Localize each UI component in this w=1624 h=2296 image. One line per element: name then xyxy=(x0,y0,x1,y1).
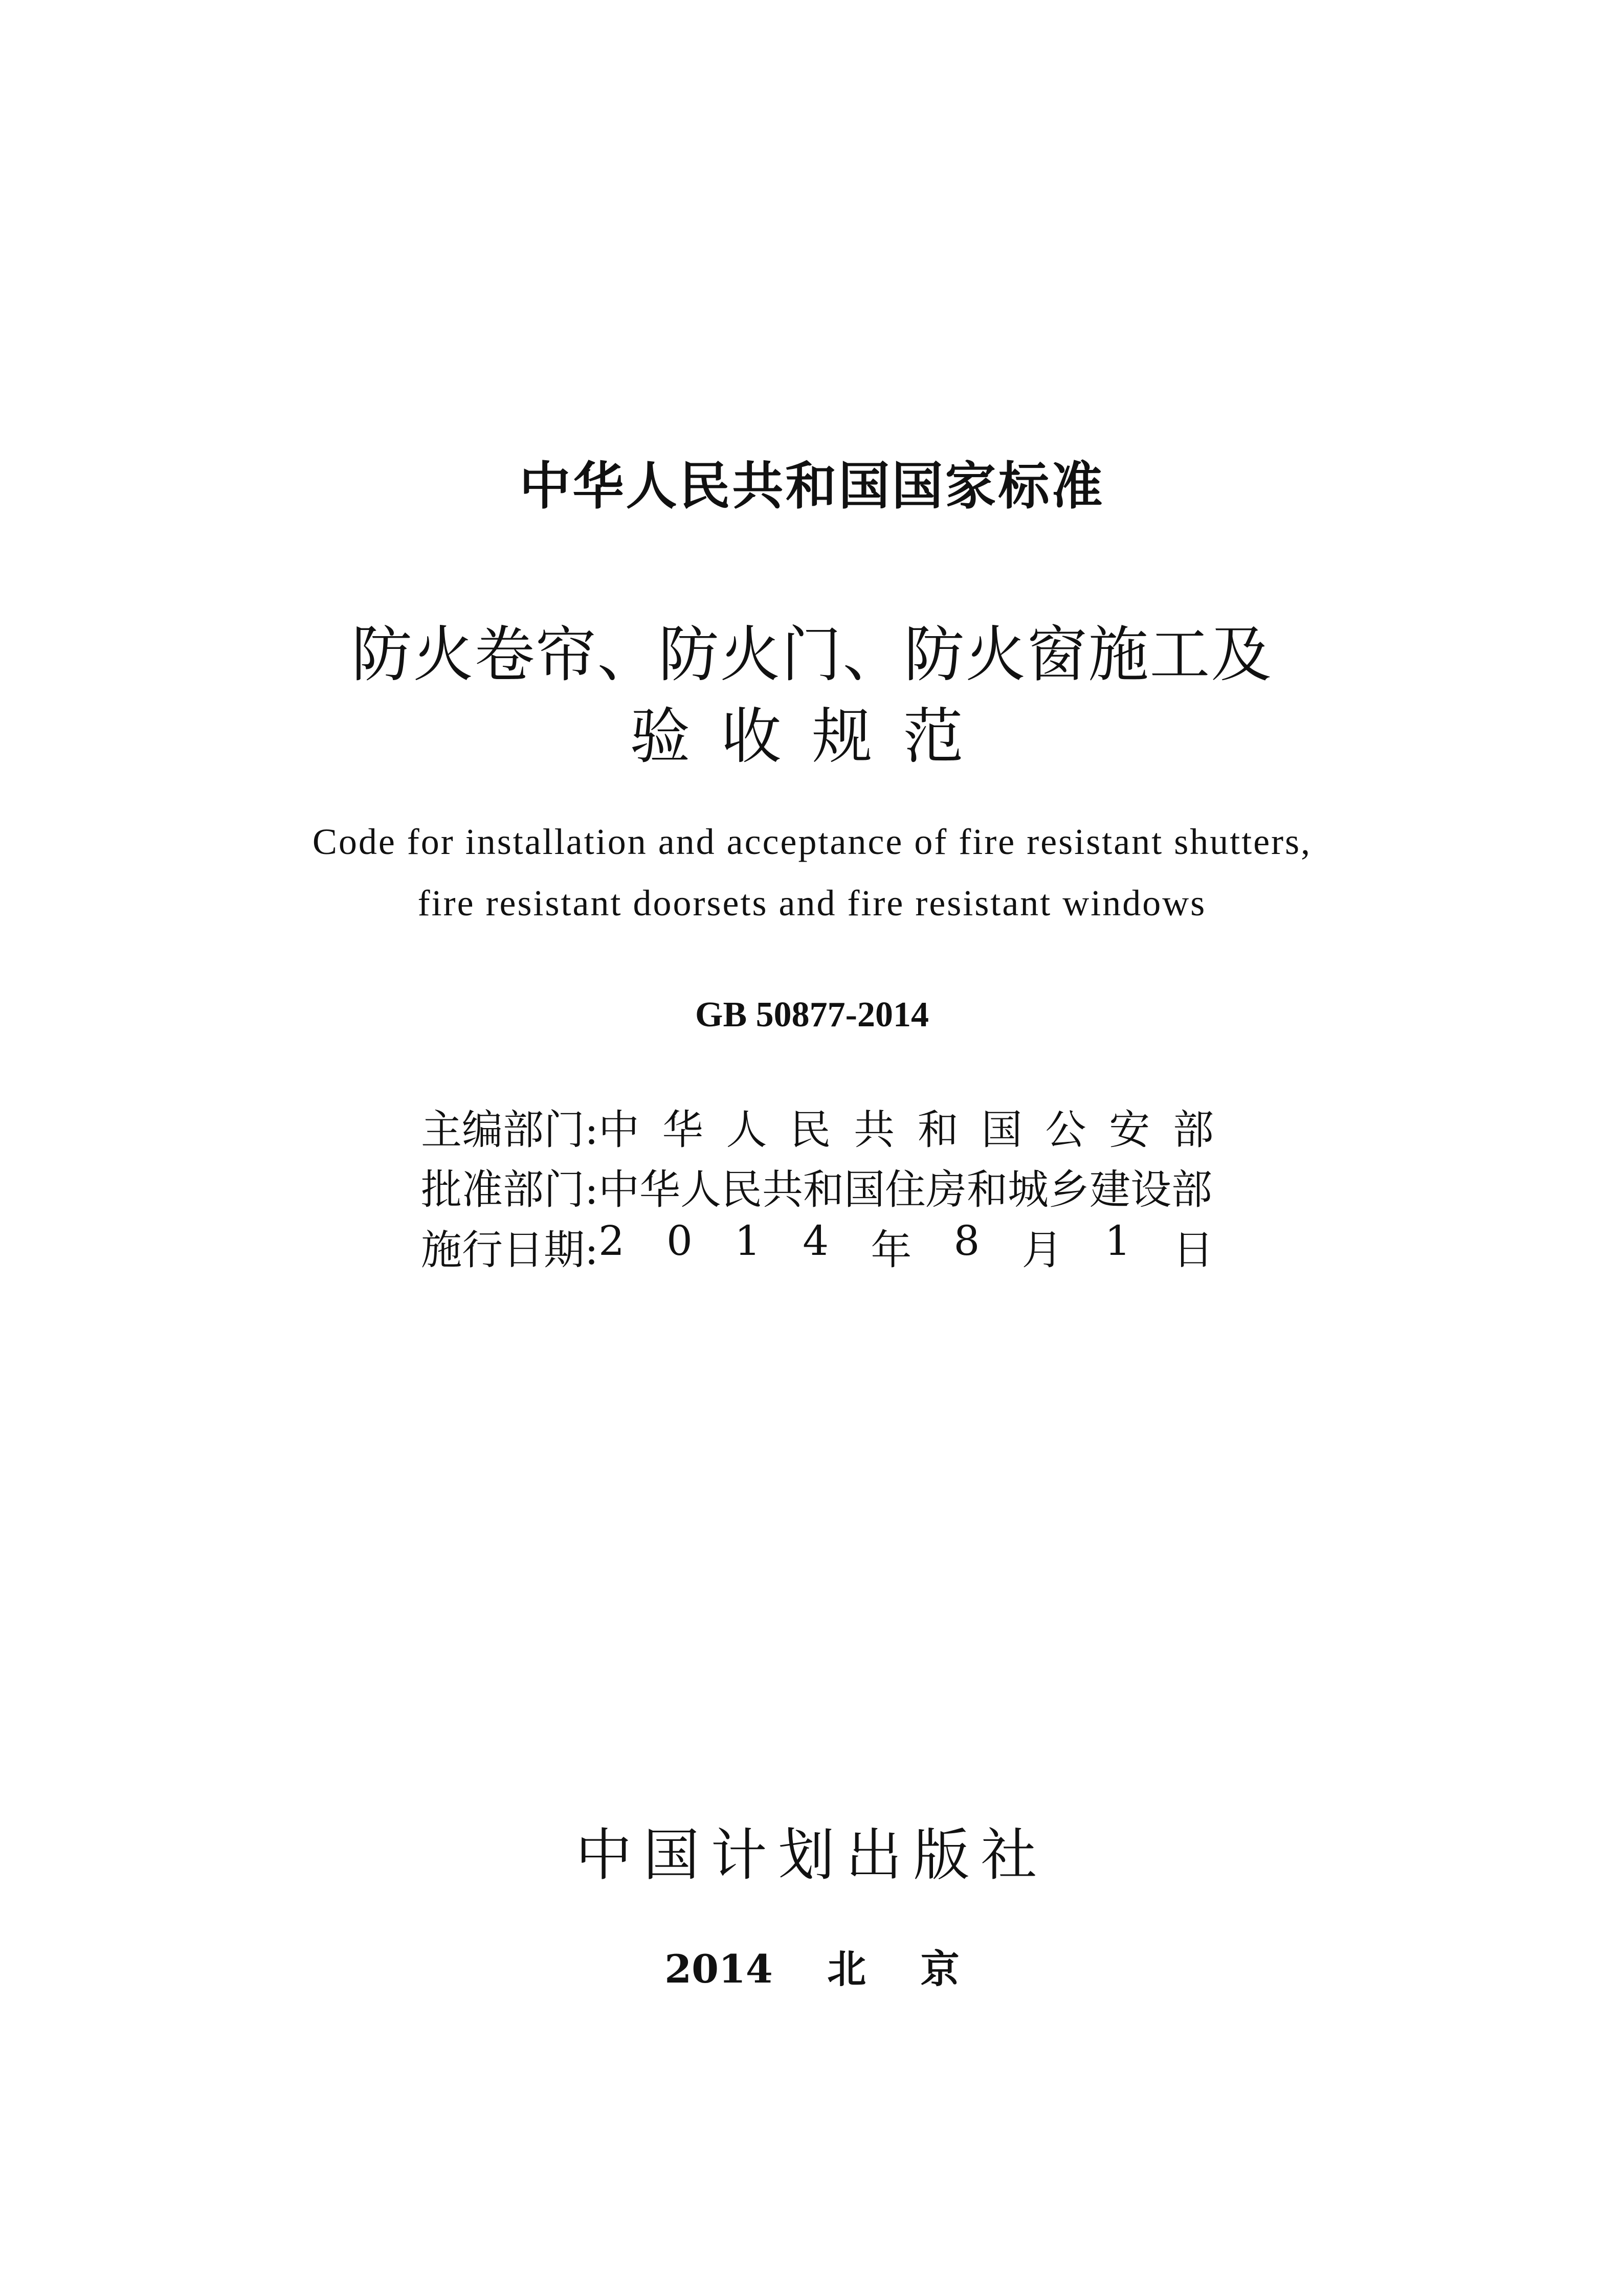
info-value-part: 月 xyxy=(1021,1226,1063,1274)
info-label: 主编部门: xyxy=(421,1106,598,1154)
info-value-part: 中 xyxy=(598,1106,639,1154)
info-value-part: 8 xyxy=(953,1217,980,1265)
effective-date-row xyxy=(421,1217,1214,1276)
info-value-part: 共 xyxy=(854,1106,895,1154)
info-value-part: 公 xyxy=(1045,1106,1086,1154)
info-value-part: 安 xyxy=(1109,1106,1150,1154)
publication-place xyxy=(0,1938,1624,1994)
info-value xyxy=(598,1157,1214,1215)
approval-department-row xyxy=(421,1157,1214,1215)
standard-code: GB 50877-2014 xyxy=(695,995,929,1034)
publisher: 中国计划出版社 xyxy=(575,1822,1049,1888)
info-value-part: 日 xyxy=(1172,1226,1214,1274)
info-value-part: 中华人民共和国住房和城乡建设部 xyxy=(598,1166,1212,1213)
info-value-part: 和 xyxy=(917,1106,959,1154)
publication-year: 2014 xyxy=(664,1946,773,1992)
info-value xyxy=(598,1217,1214,1276)
info-label: 批准部门: xyxy=(421,1166,598,1213)
info-label: 施行日期: xyxy=(421,1226,598,1274)
title-cn-line2: 验收规范 xyxy=(630,701,994,772)
editor-department-row xyxy=(421,1097,1214,1156)
title-en-line1: Code for installation and acceptance of fire resistant shutters, xyxy=(312,821,1312,862)
title-cn-line1: 防火卷帘、防火门、防火窗施工及 xyxy=(351,619,1273,690)
info-value-part: 2 xyxy=(598,1217,625,1265)
title-en-line2: fire resistant doorsets and fire resistant windows xyxy=(417,883,1207,924)
info-value-part: 1 xyxy=(1104,1217,1131,1265)
info-value-part: 人 xyxy=(726,1106,767,1154)
city-char: 京 xyxy=(920,1946,960,1992)
city-char: 北 xyxy=(827,1946,866,1992)
info-value-part: 4 xyxy=(803,1217,829,1265)
info-value-part: 民 xyxy=(790,1106,831,1154)
info-value-part: 年 xyxy=(871,1226,912,1274)
info-value-part: 0 xyxy=(666,1217,693,1265)
info-value-part: 1 xyxy=(735,1217,761,1265)
info-value xyxy=(598,1097,1214,1156)
standard-type: 中华人民共和国国家标准 xyxy=(519,456,1105,516)
info-value-part: 部 xyxy=(1172,1106,1214,1154)
info-value-part: 国 xyxy=(981,1106,1022,1154)
info-value-part: 华 xyxy=(662,1106,703,1154)
